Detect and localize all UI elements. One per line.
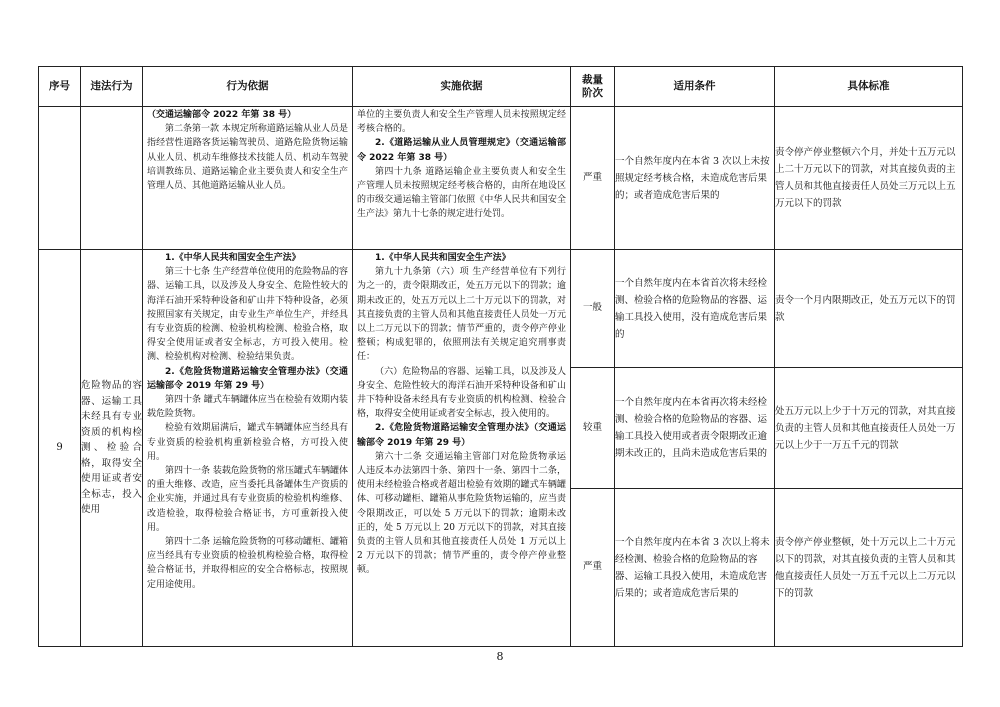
table-row-continued bbox=[39, 107, 963, 250]
header-violation: 违法行为 bbox=[81, 67, 143, 107]
basis-para: （交通运输部令 2022 年第 38 号） bbox=[147, 110, 297, 120]
header-implementation: 实施依据 bbox=[353, 67, 571, 107]
header-basis: 行为依据 bbox=[143, 67, 353, 107]
cell-violation-empty bbox=[81, 107, 143, 250]
cell-condition: 一个自然年度内在本省再次将未经检测、检验合格的危险物品的容器、运输工具投入使用或者责令限期改正逾期未改正的，且尚未造成危害后果的 bbox=[615, 368, 775, 489]
page-number: 8 bbox=[496, 650, 504, 663]
cell-impl-continued bbox=[353, 107, 571, 250]
basis-para: 第二条第一款 本规定所称道路运输从业人员是指经营性道路客货运输驾驶员、道路危险货物运输从业人员、机动车维修技术技能人员、机动车驾驶培训教练员、道路运输企业主要负责人和安全生产管理人员、其他道路运输从业人员。 bbox=[147, 124, 348, 192]
cell-basis bbox=[143, 250, 353, 647]
basis-para: 第四十条 罐式车辆罐体应当在检验有效期内装载危险货物。 bbox=[147, 395, 348, 420]
cell-impl bbox=[353, 250, 571, 647]
header-standard: 具体标准 bbox=[775, 67, 963, 107]
header-seq: 序号 bbox=[39, 67, 81, 107]
header-discretion-level: 裁量阶次 bbox=[571, 67, 615, 107]
basis-para: 第四十二条 运输危险货物的可移动罐柜、罐箱应当经具有专业资质的检验机构检验合格，取得检验合格证书，并取得相应的安全合格标志，按照规定用途使用。 bbox=[147, 537, 348, 590]
cell-level: 严重 bbox=[571, 107, 615, 250]
table-row-9-general bbox=[39, 250, 963, 368]
header-row bbox=[39, 67, 963, 107]
cell-standard: 处五万元以上少于十万元的罚款，对其直接负责的主管人员和其他直接责任人员处一万元以上少于一万五千元的罚款 bbox=[775, 368, 963, 489]
basis-para: 1.《中华人民共和国安全生产法》 bbox=[165, 253, 301, 263]
header-conditions: 适用条件 bbox=[615, 67, 775, 107]
impl-para: 1.《中华人民共和国安全生产法》 bbox=[375, 253, 511, 263]
cell-basis-continued bbox=[143, 107, 353, 250]
impl-para: 2.《危险货物道路运输安全管理办法》（交通运输部令 2019 年第 29 号） bbox=[357, 423, 566, 448]
cell-condition: 一个自然年度内在本省 3 次以上未按照规定经考核合格，未造成危害后果的；或者造成危害后果的 bbox=[615, 107, 775, 250]
cell-standard: 责令一个月内限期改正，处五万元以下的罚款 bbox=[775, 250, 963, 368]
impl-text bbox=[353, 107, 570, 223]
cell-condition: 一个自然年度内在本省首次将未经检测、检验合格的危险物品的容器、运输工具投入使用，没有造成危害后果的 bbox=[615, 250, 775, 368]
impl-para: 第四十九条 道路运输企业主要负责人和安全生产管理人员未按照规定经考核合格的，由所在地设区的市级交通运输主管部门依照《中华人民共和国安全生产法》第九十七条的规定进行处罚。 bbox=[357, 166, 566, 220]
basis-para: 2.《危险货物道路运输安全管理办法》（交通运输部令 2019 年第 29 号） bbox=[147, 366, 348, 391]
cell-level: 一般 bbox=[571, 250, 615, 368]
basis-para: 检验有效期届满后，罐式车辆罐体应当经具有专业资质的检验机构重新检验合格，方可投入使用。 bbox=[147, 423, 348, 462]
basis-para: 第三十七条 生产经营单位使用的危险物品的容器、运输工具，以及涉及人身安全、危险性较大的海洋石油开采特种设备和矿山井下特种设备，必须按照国家有关规定，由专业生产单位生产，并经具有专业资质的检测、检验机构检测、检验合格，取得安全使用证或者安全标志，方可投入使用。检测、检验机构对检测、检验结果负责。 bbox=[147, 267, 348, 363]
cell-seq-empty bbox=[39, 107, 81, 250]
cell-seq: 9 bbox=[39, 250, 81, 647]
impl-para: 2.《道路运输从业人员管理规定》（交通运输部令 2022 年第 38 号） bbox=[357, 138, 566, 163]
cell-violation: 危险物品的容器、运输工具未经具有专业资质的机构检测、检验合格，取得安全使用证或者安全标志，投入使用 bbox=[81, 250, 143, 647]
cell-standard: 责令停产停业整顿六个月，并处十五万元以上二十万元以下的罚款，对其直接负责的主管人员和其他直接责任人员处三万元以上五万元以下的罚款 bbox=[775, 107, 963, 250]
basis-text bbox=[143, 107, 352, 194]
penalty-standards-table bbox=[38, 66, 963, 647]
impl-para: （六）危险物品的容器、运输工具，以及涉及人身安全、危险性较大的海洋石油开采特种设备和矿山井下特种设备未经具有专业资质的机构检测、检验合格，取得安全使用证或者安全标志，投入使用的。 bbox=[357, 366, 566, 420]
basis-para: 第四十一条 装载危险货物的常压罐式车辆罐体的重大维修、改造，应当委托具备罐体生产资质的企业实施，并通过具有专业资质的检验机构维修、改造检验，取得检验合格证书，方可重新投入使用。 bbox=[147, 466, 348, 533]
basis-text bbox=[143, 250, 352, 593]
impl-text bbox=[353, 250, 570, 579]
cell-condition: 一个自然年度内在本省 3 次以上将未经检测、检验合格的危险物品的容器、运输工具投入使用，未造成危害后果的；或者造成危害后果的 bbox=[615, 489, 775, 647]
impl-para: 第六十二条 交通运输主管部门对危险货物承运人违反本办法第四十条、第四十一条、第四十二条，使用未经检验合格或者超出检验有效期的罐式车辆罐体、可移动罐柜、罐箱从事危险货物运输的，应当责令限期改正，可以处 5 万元以下的罚款；逾期未改正的，处 5 万元以上 20 万元以下的罚款，对其直接负责的主管人员和其他直接责任人员处 1 万元以上 2 万元以下的罚款；情节严重的，责令停产停业整顿。 bbox=[357, 451, 566, 576]
impl-para: 第九十九条第（六）项 生产经营单位有下列行为之一的，责令限期改正，处五万元以下的罚款；逾期未改正的，处五万元以上二十万元以下的罚款，对其直接负责的主管人员和其他直接责任人员处一万元以上二万元以下的罚款；情节严重的，责令停产停业整顿；构成犯罪的，依照刑法有关规定追究刑事责任： bbox=[357, 267, 566, 363]
impl-para: 单位的主要负责人和安全生产管理人员未按照规定经考核合格的。 bbox=[357, 110, 566, 135]
cell-level: 严重 bbox=[571, 489, 615, 647]
cell-standard: 责令停产停业整顿，处十万元以上二十万元以下的罚款，对其直接负责的主管人员和其他直接责任人员处一万五千元以上二万元以下的罚款 bbox=[775, 489, 963, 647]
cell-level: 较重 bbox=[571, 368, 615, 489]
